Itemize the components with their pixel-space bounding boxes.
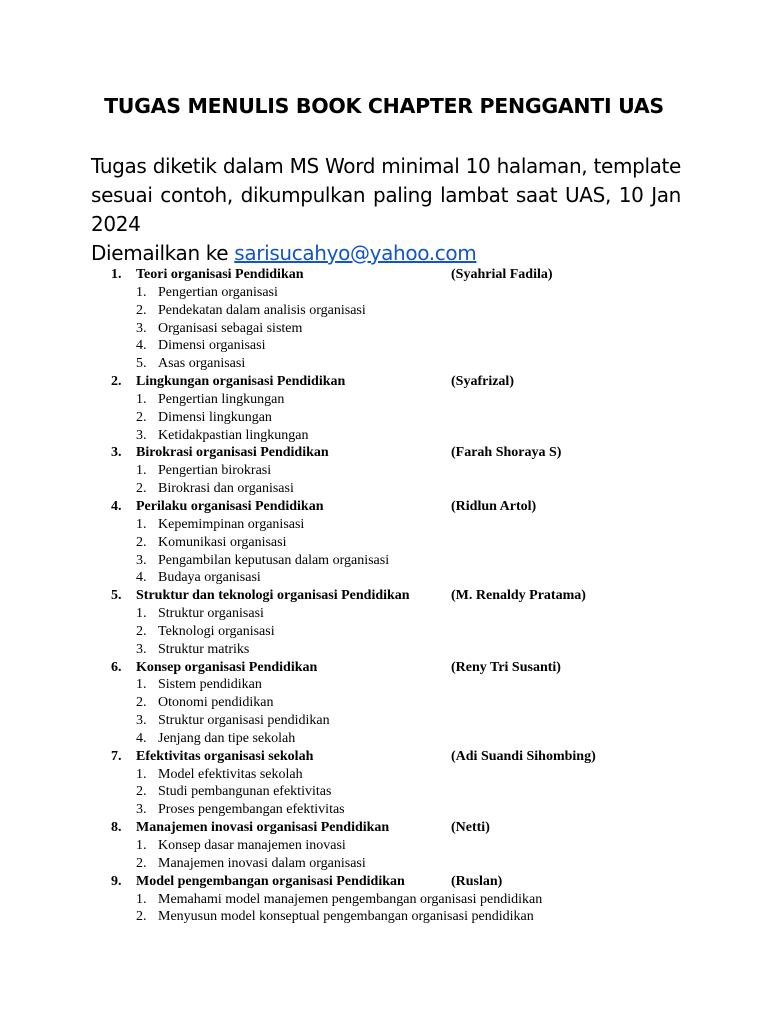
subtopic-text: Otonomi pendidikan: [158, 695, 274, 711]
chapter-number: 1.: [111, 267, 122, 282]
chapter-number: 4.: [111, 498, 122, 514]
chapter-author: (Syafrizal): [451, 374, 514, 390]
subtopic-number: 1.: [136, 284, 147, 300]
subtopic-item: [0, 427, 768, 445]
subtopic-number: 3.: [136, 802, 147, 818]
chapter-number: 8.: [111, 820, 122, 836]
subtopic-item: [0, 552, 768, 570]
chapter-title: Model pengembangan organisasi Pendidikan: [136, 873, 405, 889]
chapter-number: 7.: [111, 748, 122, 764]
subtopic-item: [0, 516, 768, 534]
subtopic-item: [0, 801, 768, 819]
document-title: TUGAS MENULIS BOOK CHAPTER PENGGANTI UAS: [104, 94, 664, 118]
subtopic-text: Memahami model manajemen pengembangan organisasi pendidikan: [158, 891, 543, 907]
chapter-title: Konsep organisasi Pendidikan: [136, 659, 318, 675]
subtopic-item: [0, 676, 768, 694]
subtopic-item: [0, 783, 768, 801]
subtopic-item: [0, 855, 768, 873]
instructions-line-1: Tugas diketik dalam MS Word minimal 10 halaman, template: [91, 154, 681, 178]
chapter-title: Birokrasi organisasi Pendidikan: [136, 445, 329, 461]
email-link[interactable]: sarisucahyo@yahoo.com: [234, 241, 477, 265]
chapter-author: (Syahrial Fadila): [451, 267, 553, 282]
chapter-heading: [0, 266, 768, 284]
subtopic-number: 4.: [136, 338, 147, 354]
subtopic-number: 2.: [136, 409, 147, 425]
subtopic-number: 2.: [136, 623, 147, 639]
subtopic-number: 4.: [136, 730, 147, 746]
subtopic-text: Komunikasi organisasi: [158, 534, 287, 550]
subtopic-number: 1.: [136, 891, 147, 907]
chapter-number: 2.: [111, 374, 122, 390]
subtopic-number: 5.: [136, 356, 147, 372]
subtopic-text: Pendekatan dalam analisis organisasi: [158, 302, 366, 318]
subtopic-number: 3.: [136, 552, 147, 568]
chapter-heading: [0, 819, 768, 837]
subtopic-number: 1.: [136, 516, 147, 532]
chapter-title: Lingkungan organisasi Pendidikan: [136, 374, 346, 390]
subtopic-number: 2.: [136, 855, 147, 871]
subtopic-number: 2.: [136, 302, 147, 318]
subtopic-item: [0, 694, 768, 712]
subtopic-item: [0, 712, 768, 730]
subtopic-text: Model efektivitas sekolah: [158, 766, 303, 782]
chapter-list: [0, 266, 768, 926]
subtopic-item: [0, 891, 768, 909]
subtopic-item: [0, 605, 768, 623]
chapter-heading: [0, 373, 768, 391]
chapter-title: Teori organisasi Pendidikan: [136, 267, 304, 282]
chapter-author: (Adi Suandi Sihombing): [451, 748, 596, 764]
chapter-author: (Netti): [451, 820, 490, 836]
subtopic-item: [0, 534, 768, 552]
subtopic-item: [0, 355, 768, 373]
subtopic-number: 2.: [136, 481, 147, 497]
chapter-author: (Ruslan): [451, 873, 503, 889]
subtopic-text: Jenjang dan tipe sekolah: [158, 730, 296, 746]
subtopic-text: Asas organisasi: [158, 356, 246, 372]
subtopic-text: Birokrasi dan organisasi: [158, 481, 294, 497]
chapter-title: Perilaku organisasi Pendidikan: [136, 498, 324, 514]
chapter-heading: [0, 444, 768, 462]
subtopic-text: Pengertian organisasi: [158, 284, 278, 300]
instructions-paragraph: [91, 152, 681, 268]
chapter-author: (Reny Tri Susanti): [451, 659, 561, 675]
subtopic-item: [0, 641, 768, 659]
subtopic-number: 3.: [136, 713, 147, 729]
chapter-author: (Farah Shoraya S): [451, 445, 562, 461]
subtopic-text: Konsep dasar manajemen inovasi: [158, 838, 346, 853]
chapter-heading: [0, 587, 768, 605]
subtopic-number: 2.: [136, 784, 147, 800]
subtopic-text: Struktur matriks: [158, 641, 250, 657]
chapter-heading: [0, 498, 768, 516]
chapter-number: 5.: [111, 588, 122, 604]
subtopic-text: Pengertian lingkungan: [158, 391, 285, 407]
chapter-heading: [0, 873, 768, 891]
subtopic-number: 1.: [136, 766, 147, 782]
subtopic-item: [0, 908, 768, 926]
chapter-title: Efektivitas organisasi sekolah: [136, 748, 314, 764]
subtopic-item: [0, 837, 768, 855]
subtopic-item: [0, 391, 768, 409]
subtopic-item: [0, 409, 768, 427]
subtopic-text: Pengertian birokrasi: [158, 463, 272, 479]
subtopic-number: 1.: [136, 606, 147, 622]
subtopic-number: 1.: [136, 677, 147, 693]
subtopic-number: 4.: [136, 570, 147, 586]
instructions-line-2: sesuai contoh, dikumpulkan paling lambat saat UAS, 10 Jan 2024: [91, 183, 681, 236]
subtopic-number: 1.: [136, 838, 147, 853]
subtopic-text: Struktur organisasi pendidikan: [158, 713, 330, 729]
subtopic-item: [0, 569, 768, 587]
subtopic-text: Menyusun model konseptual pengembangan organisasi pendidikan: [158, 909, 534, 925]
subtopic-item: [0, 766, 768, 784]
subtopic-number: 2.: [136, 534, 147, 550]
instructions-line-3: [91, 239, 681, 268]
chapter-heading: [0, 659, 768, 677]
subtopic-item: [0, 320, 768, 338]
subtopic-text: Proses pengembangan efektivitas: [158, 802, 345, 818]
subtopic-item: [0, 462, 768, 480]
subtopic-item: [0, 284, 768, 302]
chapter-title: Manajemen inovasi organisasi Pendidikan: [136, 820, 390, 836]
subtopic-text: Teknologi organisasi: [158, 623, 275, 639]
subtopic-text: Struktur organisasi: [158, 606, 264, 622]
chapter-number: 6.: [111, 659, 122, 675]
subtopic-text: Sistem pendidikan: [158, 677, 262, 693]
subtopic-text: Dimensi organisasi: [158, 338, 266, 354]
chapter-title: Struktur dan teknologi organisasi Pendidikan: [136, 588, 410, 604]
subtopic-number: 3.: [136, 427, 147, 443]
subtopic-item: [0, 302, 768, 320]
chapter-number: 3.: [111, 445, 122, 461]
subtopic-number: 1.: [136, 391, 147, 407]
subtopic-text: Organisasi sebagai sistem: [158, 320, 303, 336]
subtopic-text: Studi pembangunan efektivitas: [158, 784, 332, 800]
subtopic-number: 2.: [136, 695, 147, 711]
subtopic-text: Pengambilan keputusan dalam organisasi: [158, 552, 390, 568]
chapter-heading: [0, 748, 768, 766]
subtopic-item: [0, 623, 768, 641]
chapter-author: (M. Renaldy Pratama): [451, 588, 586, 604]
subtopic-text: Manajemen inovasi dalam organisasi: [158, 855, 366, 871]
subtopic-text: Ketidakpastian lingkungan: [158, 427, 309, 443]
chapter-author: (Ridlun Artol): [451, 498, 537, 514]
subtopic-number: 3.: [136, 320, 147, 336]
subtopic-text: Budaya organisasi: [158, 570, 261, 586]
subtopic-number: 3.: [136, 641, 147, 657]
subtopic-item: [0, 337, 768, 355]
subtopic-item: [0, 480, 768, 498]
subtopic-number: 1.: [136, 463, 147, 479]
subtopic-text: Dimensi lingkungan: [158, 409, 272, 425]
chapter-number: 9.: [111, 873, 122, 889]
subtopic-text: Kepemimpinan organisasi: [158, 516, 305, 532]
subtopic-number: 2.: [136, 909, 147, 925]
subtopic-item: [0, 730, 768, 748]
email-prefix: Diemailkan ke: [91, 241, 235, 265]
